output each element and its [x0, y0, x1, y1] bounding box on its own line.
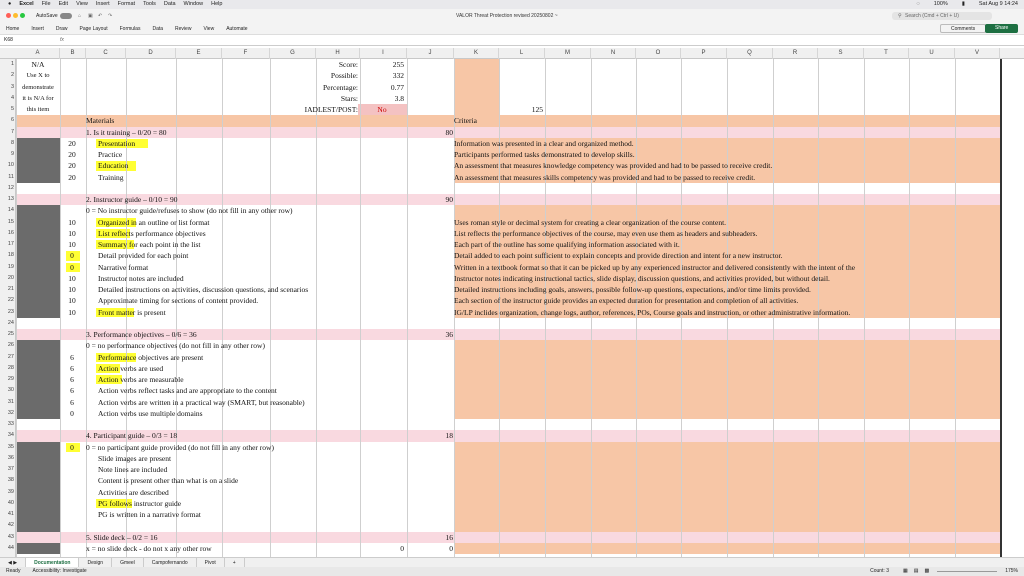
materials-header: Materials [86, 116, 115, 126]
criteria-text: An assessment that measures skills competency was provided and had to be passed to receive credit. [454, 172, 756, 182]
row-header[interactable]: 41 [7, 511, 14, 517]
column-header[interactable]: M [545, 48, 591, 59]
percentage-label: Percentage: [323, 82, 358, 92]
share-label: Share [995, 25, 1009, 31]
column-header[interactable]: D [126, 48, 176, 59]
gray-block [16, 205, 60, 318]
sheet-nav-icon[interactable]: ◀ ▶ [0, 558, 26, 567]
score-cell[interactable]: 10 [68, 240, 76, 249]
section-band [16, 532, 1000, 543]
criteria-text: Detail added to each point sufficient to explain concepts and provide direction and intent for a new instructor. [454, 251, 783, 261]
section-note: 0 = no performance objectives (do not fill in any other row) [86, 341, 265, 351]
gridline [360, 59, 361, 557]
save-icon[interactable]: ▣ [88, 13, 93, 19]
score-cell[interactable]: 0 [70, 262, 74, 272]
column-header[interactable]: I [360, 48, 407, 59]
row-header[interactable]: 15 [7, 218, 14, 225]
autosave-label: AutoSave [36, 13, 58, 19]
criteria-text: Information was presented in a clear and organized method. [454, 138, 634, 148]
sheet-tab-documentation[interactable]: Documentation [26, 558, 79, 567]
score-cell[interactable]: 20 [68, 172, 76, 182]
na-note-line: this item [26, 106, 50, 113]
row-headers [0, 59, 16, 557]
status-bar [0, 567, 1024, 576]
sheet-tab-design[interactable]: Design [79, 558, 112, 567]
item-label[interactable]: Narrative format [98, 262, 149, 272]
row-header[interactable]: 26 [7, 342, 14, 349]
wifi-icon[interactable]: ◌ [916, 1, 920, 7]
share-button[interactable] [985, 24, 1018, 33]
row-header[interactable]: 38 [7, 477, 14, 484]
row-header[interactable]: 42 [7, 522, 14, 529]
cell-i44[interactable]: 0 [400, 543, 404, 553]
stars-value[interactable]: 3.8 [394, 93, 404, 103]
row-header[interactable]: 3 [10, 83, 14, 90]
criteria-header: Criteria [454, 116, 477, 126]
item-label[interactable]: Front matter is present [98, 307, 166, 317]
sheet-tab-pivot[interactable]: Pivot [197, 558, 225, 567]
menu-window[interactable]: Window [183, 1, 204, 7]
row-header[interactable]: 20 [7, 274, 14, 281]
item-label[interactable]: Action verbs reflect tasks and are appropriate to the content [98, 386, 277, 396]
iadlest-label: IADLEST/POST: [304, 105, 358, 114]
section-title: 3. Performance objectives – 0/6 = 36 [86, 330, 197, 339]
section-title: 1. Is it training – 0/20 = 80 [86, 127, 167, 137]
criteria-band [454, 59, 499, 115]
row-header[interactable]: 23 [7, 308, 14, 315]
row-header[interactable]: 6 [10, 117, 14, 124]
row-header[interactable]: 7 [10, 128, 14, 135]
gridline [270, 59, 271, 557]
gridline [316, 59, 317, 557]
row-header[interactable]: 14 [7, 207, 14, 214]
page-break-view-icon[interactable]: ▩ [924, 568, 930, 574]
score-cell[interactable]: 6 [70, 375, 74, 384]
search-input[interactable]: Search (Cmd + Ctrl + U) [905, 13, 959, 19]
row-header[interactable]: 37 [7, 466, 14, 472]
normal-view-icon[interactable]: ▦ [903, 568, 908, 574]
column-header[interactable]: N [591, 48, 636, 59]
column-header[interactable]: K [454, 48, 499, 59]
criteria-text: List reflects the performance objectives of the course, may even use them as headers and subheaders. [454, 228, 758, 238]
row-header[interactable]: 36 [7, 454, 14, 461]
comments-label: Comments [951, 26, 976, 32]
item-label[interactable]: Performance objectives are present [98, 352, 204, 362]
criteria-text: An assessment that measures knowledge competency was provided and had to be passed to receive credit. [454, 161, 773, 171]
criteria-text: Written in a textbook format so that it can be picked up by any experienced instructor and delivered consistently with the intent of the [454, 262, 856, 272]
column-header[interactable]: U [909, 48, 955, 59]
item-label[interactable]: List reflects performance objectives [98, 228, 206, 238]
section-title: 2. Instructor guide – 0/10 = 90 [86, 195, 178, 204]
column-header[interactable]: A [16, 48, 60, 59]
gray-block [16, 442, 60, 532]
row-header[interactable]: 5 [10, 106, 14, 112]
row-header[interactable]: 28 [7, 364, 14, 371]
column-header[interactable]: R [773, 48, 818, 59]
item-label[interactable]: Approximate timing for sections of content provided. [98, 296, 259, 306]
column-header[interactable]: G [270, 48, 316, 59]
score-cell[interactable]: 20 [68, 138, 76, 148]
criteria-text: Instructor notes indicating instructional tactics, slide display, discussion questions, and activities provided, but without detail. [454, 273, 830, 283]
column-header[interactable]: H [316, 48, 360, 59]
sheet-tab-gmeel[interactable]: Gmeel [112, 558, 144, 567]
row-header[interactable]: 34 [7, 432, 14, 439]
row-header[interactable]: 4 [10, 94, 14, 101]
page-layout-view-icon[interactable]: ▤ [913, 568, 919, 574]
sheet-tabs [0, 557, 1024, 567]
row-header[interactable]: 16 [7, 229, 14, 236]
home-icon[interactable]: ⌂ [78, 13, 82, 19]
row-header[interactable]: 33 [7, 421, 14, 427]
menu-tools[interactable]: Tools [143, 1, 156, 7]
na-note-line: it is N/A for [22, 94, 54, 102]
battery-icon[interactable]: ▮ [961, 1, 965, 7]
row-header[interactable]: 21 [7, 286, 14, 292]
iadlest-value[interactable]: No [377, 105, 387, 114]
zoom-slider[interactable] [937, 571, 997, 572]
item-label[interactable]: Organized in an outline or list format [98, 217, 210, 227]
item-label[interactable]: Summary for each point in the list [98, 240, 201, 249]
gridline [16, 59, 17, 557]
item-label[interactable]: Presentation [98, 138, 136, 148]
section-total[interactable]: 90 [445, 195, 453, 204]
gray-block [16, 543, 60, 554]
battery-label[interactable]: 100% [933, 1, 948, 7]
app-menu[interactable]: Excel [19, 1, 34, 7]
add-sheet-button[interactable]: + [225, 558, 245, 567]
item-label[interactable]: Content is present other than what is on a slide [98, 476, 239, 486]
cell-l5[interactable]: 125 [531, 105, 543, 114]
tab-home[interactable]: Home [6, 26, 20, 32]
score-cell[interactable]: 20 [68, 161, 76, 171]
item-label[interactable]: Detailed instructions on activities, discussion questions, and scenarios [98, 285, 309, 294]
criteria-text: Each section of the instructor guide provides an expected duration for presentation and completion of all activities. [454, 296, 799, 306]
column-header[interactable]: E [176, 48, 222, 59]
row-header[interactable]: 12 [7, 184, 14, 191]
tab-review[interactable]: Review [175, 26, 192, 32]
score-cell[interactable]: 10 [68, 296, 76, 306]
item-label[interactable]: PG is written in a narrative format [98, 510, 201, 519]
row-header[interactable]: 40 [7, 499, 14, 506]
na-note-line: Use X to [26, 72, 50, 80]
accessibility-status[interactable]: Accessibility: Investigate [32, 568, 87, 574]
section-total[interactable]: 16 [445, 532, 453, 542]
fx-icon[interactable]: fx [60, 37, 64, 43]
clock[interactable]: Sat Aug 9 14:24 [978, 1, 1018, 7]
row-header[interactable]: 24 [7, 319, 14, 326]
tab-draw[interactable]: Draw [55, 26, 68, 32]
item-label[interactable]: Note lines are included [98, 465, 168, 474]
item-label[interactable]: Detail provided for each point [98, 251, 189, 261]
comments-button[interactable] [940, 24, 986, 33]
row-header[interactable]: 35 [7, 443, 14, 450]
row-header[interactable]: 10 [7, 162, 14, 169]
item-label[interactable]: Education [98, 161, 129, 171]
section-total[interactable]: 80 [445, 127, 453, 137]
score-cell[interactable]: 10 [68, 228, 76, 238]
close-window-icon[interactable] [6, 13, 11, 18]
row-header[interactable]: 25 [7, 331, 14, 337]
row-header[interactable]: 32 [7, 409, 14, 416]
tab-view[interactable]: View [203, 26, 215, 32]
section-note: 0 = No instructor guide/refuses to show (do not fill in any other row) [86, 206, 293, 216]
item-label[interactable]: Training [98, 172, 124, 182]
row-header[interactable]: 8 [10, 139, 14, 146]
score-cell[interactable]: 10 [68, 217, 76, 227]
formula-bar [0, 35, 1024, 46]
gray-block [16, 138, 60, 183]
score-cell[interactable]: 6 [70, 397, 74, 407]
score-cell[interactable]: 6 [70, 363, 74, 373]
zoom-level[interactable]: 175% [1005, 568, 1018, 574]
ribbon-tabs [0, 23, 1024, 35]
apple-icon[interactable]: ● [8, 1, 12, 7]
criteria-text: Detailed instructions including goals, answers, possible follow-up questions, expectations, and/or time limits provided. [454, 285, 811, 294]
possible-label: Possible: [330, 71, 358, 81]
search-icon: ⚲ [898, 13, 902, 19]
status-ready: Ready [6, 568, 21, 574]
row-header[interactable]: 44 [7, 544, 14, 551]
score-label: Score: [338, 60, 358, 69]
menu-view[interactable]: View [76, 1, 88, 7]
menu-data[interactable]: Data [163, 1, 176, 7]
mac-menubar [0, 0, 1024, 9]
count-status: Count: 3 [870, 568, 889, 574]
row-header[interactable]: 18 [7, 252, 14, 259]
menu-format[interactable]: Format [117, 1, 136, 7]
autosave-toggle[interactable] [60, 13, 72, 19]
item-label[interactable]: Activities are described [98, 487, 169, 497]
section-total[interactable]: 18 [445, 431, 453, 441]
gridline [909, 59, 910, 557]
row-header[interactable]: 13 [7, 196, 14, 202]
zoom-window-icon[interactable] [20, 13, 25, 18]
tab-page-layout[interactable]: Page Layout [79, 26, 108, 32]
row-header[interactable]: 22 [7, 297, 14, 304]
section-title: 4. Participant guide – 0/3 = 18 [86, 431, 178, 441]
score-cell[interactable]: 0 [70, 251, 74, 261]
row-header[interactable]: 17 [7, 241, 14, 247]
column-header[interactable]: C [86, 48, 126, 59]
row-header[interactable]: 31 [7, 398, 14, 405]
section-title: 5. Slide deck – 0/2 = 16 [86, 532, 158, 542]
name-box[interactable]: K68 [4, 37, 13, 43]
item-label[interactable]: Action verbs are used [98, 363, 164, 373]
score-cell[interactable]: 10 [68, 285, 76, 294]
criteria-text: Each part of the outline has some qualifying information associated with it. [454, 240, 680, 249]
column-header[interactable]: F [222, 48, 270, 59]
sheet-grid[interactable] [16, 59, 1024, 557]
document-title: VALOR Threat Protection revised 20250802 ~ [456, 13, 558, 19]
tab-insert[interactable]: Insert [31, 26, 44, 32]
percentage-value[interactable]: 0.77 [390, 82, 404, 92]
header-band [16, 115, 1000, 126]
row-header[interactable]: 19 [7, 263, 14, 270]
item-label[interactable]: Action verbs use multiple domains [98, 408, 203, 418]
cell-j44[interactable]: 0 [449, 543, 453, 553]
menu-edit[interactable]: Edit [58, 1, 69, 7]
column-header[interactable]: L [499, 48, 545, 59]
na-label: N/A [31, 60, 45, 69]
row-header[interactable]: 29 [7, 376, 14, 382]
row-header[interactable]: 9 [10, 151, 14, 157]
section-note: x = no slide deck - do not x any other row [86, 543, 212, 553]
column-header[interactable]: Q [727, 48, 773, 59]
menu-file[interactable]: File [41, 1, 51, 7]
score-cell[interactable]: 0 [70, 408, 74, 418]
score-cell[interactable]: 10 [68, 307, 76, 317]
stars-label: Stars: [340, 93, 358, 103]
row-header[interactable]: 30 [7, 387, 14, 394]
item-label[interactable]: Instructor notes are included [98, 273, 184, 283]
item-label[interactable]: PG follows instructor guide [98, 498, 182, 508]
column-header[interactable]: T [864, 48, 909, 59]
tab-automate[interactable]: Automate [226, 26, 248, 32]
minimize-window-icon[interactable] [13, 13, 18, 18]
gridline [864, 59, 865, 557]
column-header[interactable]: J [407, 48, 454, 59]
item-label[interactable]: Action verbs are written in a practical way (SMART, but reasonable) [98, 397, 305, 407]
section-total[interactable]: 36 [445, 330, 453, 339]
gray-block [16, 340, 60, 419]
redo-icon[interactable]: ↷ [108, 13, 113, 19]
na-note-line: demonstrate [22, 83, 54, 91]
score-cell[interactable]: 0 [70, 442, 74, 452]
score-cell[interactable]: 20 [68, 150, 76, 159]
sheet-edge [1000, 59, 1002, 557]
column-header[interactable]: S [818, 48, 864, 59]
row-header[interactable]: 11 [8, 173, 14, 180]
sheet-tab-campofernando[interactable]: Campofernando [144, 558, 197, 567]
item-label[interactable]: Slide images are present [98, 453, 172, 463]
score-value[interactable]: 255 [392, 60, 404, 69]
possible-value[interactable]: 332 [392, 71, 404, 81]
menu-insert[interactable]: Insert [95, 1, 110, 7]
column-header[interactable]: B [60, 48, 86, 59]
tab-data[interactable]: Data [152, 26, 164, 32]
column-header[interactable]: O [636, 48, 681, 59]
column-header[interactable]: P [681, 48, 727, 59]
undo-icon[interactable]: ↶ [98, 13, 103, 19]
column-headers [0, 48, 1024, 59]
score-cell[interactable]: 10 [68, 273, 76, 283]
row-header[interactable]: 2 [10, 72, 14, 79]
row-header[interactable]: 43 [7, 533, 14, 540]
row-header[interactable]: 39 [7, 488, 14, 495]
section-note: 0 = no participant guide provided (do not fill in any other row) [86, 442, 274, 452]
row-header[interactable]: 27 [7, 353, 14, 360]
title-bar [0, 9, 1024, 23]
criteria-text: Participants performed tasks demonstrated to develop skills. [454, 150, 635, 159]
tab-formulas[interactable]: Formulas [119, 26, 141, 32]
score-cell[interactable]: 6 [70, 386, 74, 396]
row-header[interactable]: 1 [10, 61, 14, 67]
column-header[interactable]: V [955, 48, 1000, 59]
menu-help[interactable]: Help [211, 1, 223, 7]
score-cell[interactable]: 6 [70, 352, 74, 362]
item-label[interactable]: Action verbs are measurable [98, 375, 184, 384]
gridline [955, 59, 956, 557]
criteria-text: Uses roman style or decimal system for creating a clear organization of the course content. [454, 217, 727, 227]
criteria-text: IG/LP inclides organization, change logs, author, references, POs, Course goals and instruction, or other administrative information. [454, 307, 851, 317]
formula-input[interactable] [74, 36, 1019, 45]
item-label[interactable]: Practice [98, 150, 123, 159]
